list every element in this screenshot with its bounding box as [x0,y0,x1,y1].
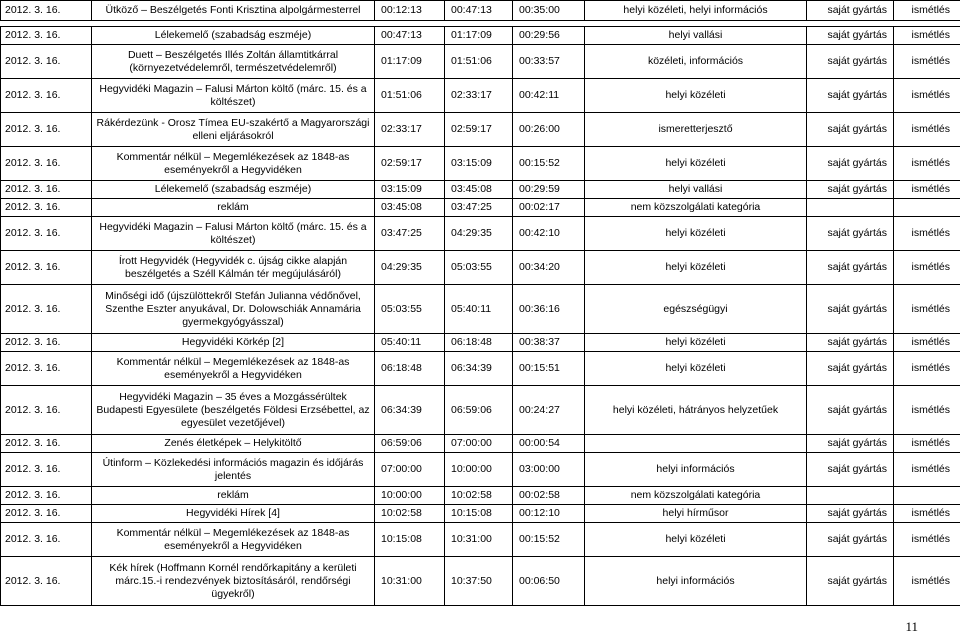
program-title: Ütköző – Beszélgetés Fonti Krisztina alpolgármesterrel [92,1,375,21]
duration: 00:35:00 [513,1,585,21]
start-time: 03:47:25 [375,217,445,251]
table-row [1,523,960,557]
end-time: 04:29:35 [445,217,513,251]
table-row [1,557,960,606]
end-time: 00:47:13 [445,1,513,21]
broadcast-type: ismétlés [894,1,960,21]
end-time: 02:59:17 [445,113,513,147]
program-title: Duett – Beszélgetés Illés Zoltán államtitkárral (környezetvédelemről, természetvédelemről) [92,45,375,79]
duration: 03:00:00 [513,453,585,487]
program-category: helyi közéleti [585,251,807,285]
table-row [1,199,960,217]
production-type: saját gyártás [807,1,894,21]
production-type [807,199,894,217]
table-row [1,285,960,334]
production-type: saját gyártás [807,352,894,386]
duration: 00:33:57 [513,45,585,79]
program-category: helyi közéleti [585,523,807,557]
duration: 00:06:50 [513,557,585,606]
program-title: Útinform – Közlekedési információs magazin és időjárás jelentés [92,453,375,487]
program-title: Rákérdezünk - Orosz Tímea EU-szakértő a Magyarországi elleni eljárásokról [92,113,375,147]
program-title: Kommentár nélkül – Megemlékezések az 1848-as eseményekről a Hegyvidéken [92,147,375,181]
end-time: 10:02:58 [445,487,513,505]
broadcast-type: ismétlés [894,251,960,285]
program-category: helyi közéleti [585,79,807,113]
table-row [1,147,960,181]
broadcast-type: ismétlés [894,557,960,606]
schedule-date: 2012. 3. 16. [1,199,92,217]
production-type: saját gyártás [807,453,894,487]
broadcast-type: ismétlés [894,181,960,199]
start-time: 01:17:09 [375,45,445,79]
schedule-date: 2012. 3. 16. [1,557,92,606]
schedule-date: 2012. 3. 16. [1,386,92,435]
schedule-date: 2012. 3. 16. [1,147,92,181]
start-time: 10:00:00 [375,487,445,505]
program-category: helyi közéleti [585,147,807,181]
table-row [1,181,960,199]
production-type: saját gyártás [807,435,894,453]
broadcast-type: ismétlés [894,79,960,113]
duration: 00:24:27 [513,386,585,435]
program-title: Minőségi idő (újszülöttekről Stefán Julianna védőnővel, Szenthe Eszter anyukával, Dr. Dolowschiák Annamária gyermekgyógyásszal) [92,285,375,334]
table-row [1,505,960,523]
production-type: saját gyártás [807,285,894,334]
duration: 00:29:59 [513,181,585,199]
broadcast-type: ismétlés [894,45,960,79]
duration: 00:15:52 [513,523,585,557]
start-time: 06:34:39 [375,386,445,435]
schedule-date: 2012. 3. 16. [1,453,92,487]
duration: 00:38:37 [513,334,585,352]
end-time: 06:59:06 [445,386,513,435]
start-time: 00:12:13 [375,1,445,21]
broadcast-type: ismétlés [894,523,960,557]
broadcast-type: ismétlés [894,147,960,181]
program-title: Lélekemelő (szabadság eszméje) [92,27,375,45]
program-category: helyi közéleti [585,352,807,386]
table-row [1,453,960,487]
program-category: helyi közéleti [585,334,807,352]
end-time: 05:03:55 [445,251,513,285]
program-category: egészségügyi [585,285,807,334]
production-type: saját gyártás [807,334,894,352]
table-row [1,113,960,147]
start-time: 02:59:17 [375,147,445,181]
program-title: Zenés életképek – Helykitöltő [92,435,375,453]
program-category: helyi információs [585,557,807,606]
duration: 00:15:51 [513,352,585,386]
broadcast-type: ismétlés [894,113,960,147]
duration: 00:29:56 [513,27,585,45]
start-time: 10:31:00 [375,557,445,606]
program-title: Kommentár nélkül – Megemlékezések az 1848-as eseményekről a Hegyvidéken [92,352,375,386]
program-title: Hegyvidéki Körkép [2] [92,334,375,352]
table-row [1,79,960,113]
program-title: Hegyvidéki Magazin – Falusi Márton költő (márc. 15. és a költészet) [92,79,375,113]
broadcast-type [894,199,960,217]
program-category [585,435,807,453]
start-time: 04:29:35 [375,251,445,285]
program-category: helyi információs [585,453,807,487]
broadcast-type: ismétlés [894,27,960,45]
schedule-date: 2012. 3. 16. [1,79,92,113]
broadcast-type: ismétlés [894,217,960,251]
schedule-date: 2012. 3. 16. [1,334,92,352]
production-type: saját gyártás [807,523,894,557]
program-title: Kék hírek (Hoffmann Kornél rendőrkapitány a kerületi márc.15.-i rendezvények biztosításáról, rendőrségi ügyekről) [92,557,375,606]
broadcast-type: ismétlés [894,505,960,523]
production-type: saját gyártás [807,217,894,251]
schedule-date: 2012. 3. 16. [1,45,92,79]
table-row [1,334,960,352]
start-time: 10:15:08 [375,523,445,557]
program-category: helyi közéleti [585,217,807,251]
production-type [807,487,894,505]
end-time: 03:15:09 [445,147,513,181]
program-category: helyi vallási [585,27,807,45]
schedule-date: 2012. 3. 16. [1,523,92,557]
program-category: helyi vallási [585,181,807,199]
end-time: 02:33:17 [445,79,513,113]
start-time: 05:40:11 [375,334,445,352]
broadcast-type: ismétlés [894,453,960,487]
duration: 00:00:54 [513,435,585,453]
end-time: 01:17:09 [445,27,513,45]
broadcast-type: ismétlés [894,435,960,453]
start-time: 03:15:09 [375,181,445,199]
broadcast-type: ismétlés [894,334,960,352]
schedule-date: 2012. 3. 16. [1,505,92,523]
start-time: 05:03:55 [375,285,445,334]
end-time: 01:51:06 [445,45,513,79]
schedule-date: 2012. 3. 16. [1,487,92,505]
program-title: Hegyvidéki Magazin – 35 éves a Mozgássérültek Budapesti Egyesülete (beszélgetés Földesi Erzsébettel, az egyesület vezetőjével) [92,386,375,435]
end-time: 06:18:48 [445,334,513,352]
program-title: Írott Hegyvidék (Hegyvidék c. újság cikke alapján beszélgetés a Széll Kálmán tér megújulásáról) [92,251,375,285]
program-title: Hegyvidéki Hírek [4] [92,505,375,523]
table-row [1,487,960,505]
start-time: 03:45:08 [375,199,445,217]
start-time: 01:51:06 [375,79,445,113]
schedule-date: 2012. 3. 16. [1,352,92,386]
program-title: Lélekemelő (szabadság eszméje) [92,181,375,199]
duration: 00:42:11 [513,79,585,113]
production-type: saját gyártás [807,45,894,79]
broadcast-type: ismétlés [894,352,960,386]
schedule-date: 2012. 3. 16. [1,113,92,147]
program-category: közéleti, információs [585,45,807,79]
duration: 00:36:16 [513,285,585,334]
production-type: saját gyártás [807,386,894,435]
program-category: nem közszolgálati kategória [585,487,807,505]
broadcast-type: ismétlés [894,386,960,435]
schedule-date: 2012. 3. 16. [1,285,92,334]
production-type: saját gyártás [807,181,894,199]
start-time: 02:33:17 [375,113,445,147]
table-row [1,217,960,251]
program-title: Kommentár nélkül – Megemlékezések az 1848-as eseményekről a Hegyvidéken [92,523,375,557]
start-time: 07:00:00 [375,453,445,487]
broadcast-type: ismétlés [894,285,960,334]
end-time: 10:15:08 [445,505,513,523]
duration: 00:02:58 [513,487,585,505]
duration: 00:42:10 [513,217,585,251]
schedule-date: 2012. 3. 16. [1,181,92,199]
start-time: 00:47:13 [375,27,445,45]
end-time: 10:37:50 [445,557,513,606]
program-category: ismeretterjesztő [585,113,807,147]
production-type: saját gyártás [807,505,894,523]
end-time: 10:31:00 [445,523,513,557]
start-time: 06:59:06 [375,435,445,453]
production-type: saját gyártás [807,79,894,113]
schedule-date: 2012. 3. 16. [1,435,92,453]
duration: 00:02:17 [513,199,585,217]
start-time: 06:18:48 [375,352,445,386]
table-row [1,352,960,386]
duration: 00:15:52 [513,147,585,181]
program-title: Hegyvidéki Magazin – Falusi Márton költő (márc. 15. és a költészet) [92,217,375,251]
page-number: 11 [905,619,918,634]
end-time: 05:40:11 [445,285,513,334]
broadcast-type [894,487,960,505]
table-row [1,27,960,45]
program-category: nem közszolgálati kategória [585,199,807,217]
end-time: 10:00:00 [445,453,513,487]
production-type: saját gyártás [807,27,894,45]
end-time: 03:45:08 [445,181,513,199]
production-type: saját gyártás [807,147,894,181]
table-row [1,386,960,435]
table-row [1,1,960,21]
table-row [1,435,960,453]
production-type: saját gyártás [807,557,894,606]
schedule-date: 2012. 3. 16. [1,251,92,285]
end-time: 06:34:39 [445,352,513,386]
start-time: 10:02:58 [375,505,445,523]
program-title: reklám [92,487,375,505]
duration: 00:26:00 [513,113,585,147]
production-type: saját gyártás [807,113,894,147]
duration: 00:12:10 [513,505,585,523]
program-title: reklám [92,199,375,217]
schedule-date: 2012. 3. 16. [1,217,92,251]
end-time: 03:47:25 [445,199,513,217]
program-category: helyi közéleti, helyi információs [585,1,807,21]
schedule-date: 2012. 3. 16. [1,27,92,45]
program-category: helyi közéleti, hátrányos helyzetűek [585,386,807,435]
end-time: 07:00:00 [445,435,513,453]
program-category: helyi hírműsor [585,505,807,523]
production-type: saját gyártás [807,251,894,285]
table-row [1,45,960,79]
table-row [1,251,960,285]
duration: 00:34:20 [513,251,585,285]
schedule-date: 2012. 3. 16. [1,1,92,21]
